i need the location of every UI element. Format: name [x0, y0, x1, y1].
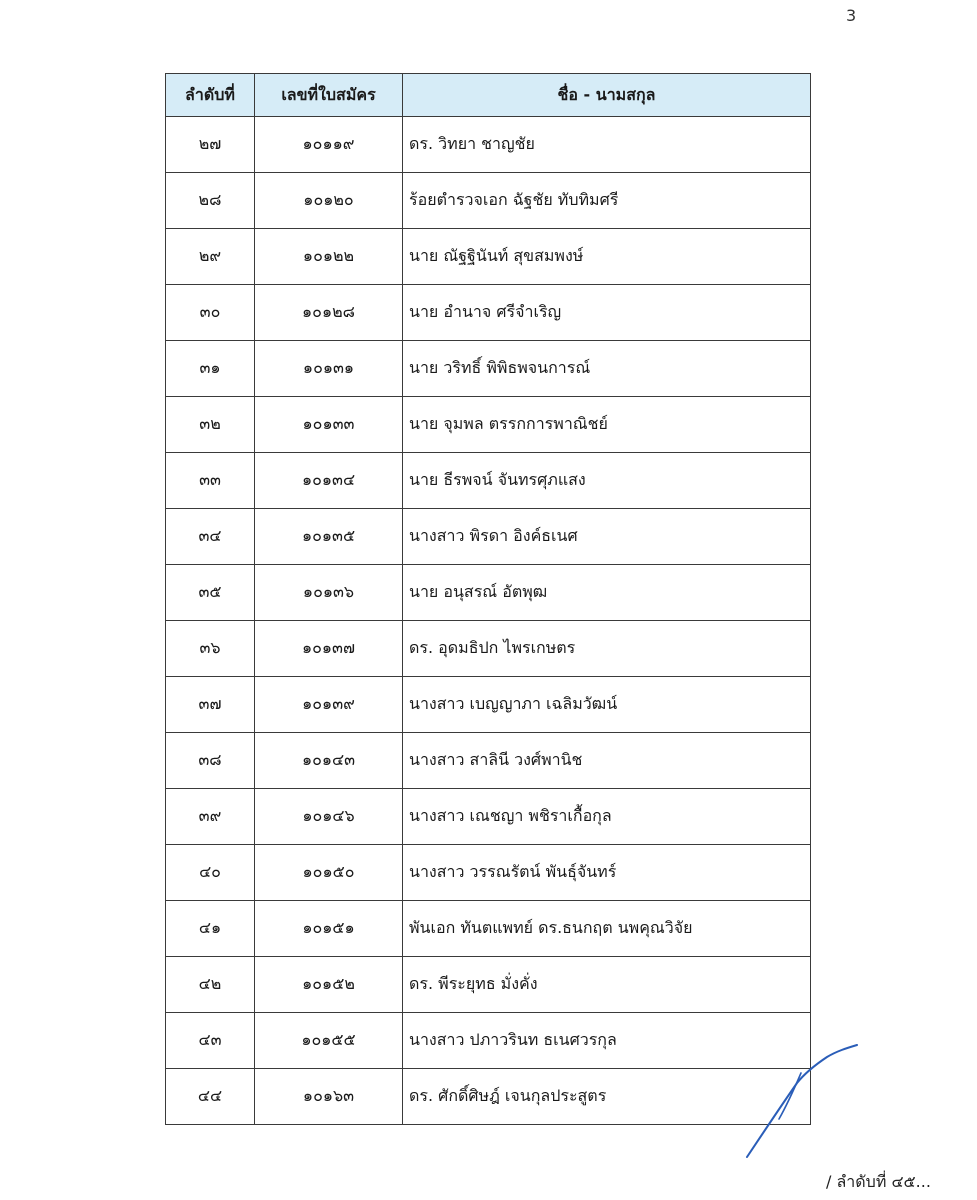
- row-application-no-cell: ๑๐๑๔๓: [255, 733, 403, 789]
- row-name-cell: นางสาว สาลินี วงศ์พานิช: [403, 733, 811, 789]
- row-application-no-cell: ๑๐๑๕๒: [255, 957, 403, 1013]
- table-row: [166, 677, 811, 733]
- row-application-no-cell: ๑๐๑๓๙: [255, 677, 403, 733]
- table-row: [166, 1069, 811, 1125]
- row-order-cell: ๓๘: [166, 733, 255, 789]
- row-order-cell: ๒๗: [166, 117, 255, 173]
- signature-mark: [735, 1035, 865, 1165]
- table-row: [166, 957, 811, 1013]
- applicant-table-container: [165, 73, 810, 1125]
- table-row: [166, 1013, 811, 1069]
- table-row: [166, 229, 811, 285]
- page-number: 3: [846, 6, 857, 25]
- table-row: [166, 733, 811, 789]
- row-application-no-cell: ๑๐๑๓๓: [255, 397, 403, 453]
- row-name-cell: ดร. อุดมธิปก ไพรเกษตร: [403, 621, 811, 677]
- row-name-cell: นางสาว วรรณรัตน์ พันธุ์จันทร์: [403, 845, 811, 901]
- row-name-cell: นาย อำนาจ ศรีจำเริญ: [403, 285, 811, 341]
- header-application-no: เลขที่ใบสมัคร: [255, 74, 403, 117]
- table-row: [166, 845, 811, 901]
- table-row: [166, 341, 811, 397]
- table-row: [166, 621, 811, 677]
- row-application-no-cell: ๑๐๑๔๖: [255, 789, 403, 845]
- table-row: [166, 117, 811, 173]
- table-body: [166, 117, 811, 1125]
- row-order-cell: ๔๔: [166, 1069, 255, 1125]
- table-row: [166, 397, 811, 453]
- table-row: [166, 285, 811, 341]
- table-row: [166, 509, 811, 565]
- row-application-no-cell: ๑๐๑๕๐: [255, 845, 403, 901]
- row-name-cell: ดร. ศักดิ์ศิษฎ์ เจนกุลประสูตร: [403, 1069, 811, 1125]
- table-row: [166, 453, 811, 509]
- row-application-no-cell: ๑๐๑๓๖: [255, 565, 403, 621]
- row-name-cell: ร้อยตำรวจเอก ฉัฐชัย ทับทิมศรี: [403, 173, 811, 229]
- table-row: [166, 173, 811, 229]
- row-application-no-cell: ๑๐๑๒๐: [255, 173, 403, 229]
- table-row: [166, 565, 811, 621]
- row-order-cell: ๓๙: [166, 789, 255, 845]
- row-application-no-cell: ๑๐๑๕๑: [255, 901, 403, 957]
- row-application-no-cell: ๑๐๑๓๑: [255, 341, 403, 397]
- row-name-cell: นางสาว ปภาวรินท ธเนศวรกุล: [403, 1013, 811, 1069]
- header-full-name: ชื่อ - นามสกุล: [403, 74, 811, 117]
- row-name-cell: นาย ณัฐฐินันท์ สุขสมพงษ์: [403, 229, 811, 285]
- row-order-cell: ๓๐: [166, 285, 255, 341]
- row-order-cell: ๓๗: [166, 677, 255, 733]
- row-application-no-cell: ๑๐๑๑๙: [255, 117, 403, 173]
- row-name-cell: พันเอก ทันตแพทย์ ดร.ธนกฤต นพคุณวิจัย: [403, 901, 811, 957]
- applicant-table: [165, 73, 811, 1125]
- row-order-cell: ๓๔: [166, 509, 255, 565]
- row-application-no-cell: ๑๐๑๒๒: [255, 229, 403, 285]
- row-order-cell: ๓๓: [166, 453, 255, 509]
- row-name-cell: นางสาว พิรดา อิงค์ธเนศ: [403, 509, 811, 565]
- table-row: [166, 901, 811, 957]
- row-application-no-cell: ๑๐๑๓๗: [255, 621, 403, 677]
- row-order-cell: ๔๑: [166, 901, 255, 957]
- row-name-cell: นาย ธีรพจน์ จันทรศุภแสง: [403, 453, 811, 509]
- row-name-cell: นางสาว เณชญา พชิราเกื้อกุล: [403, 789, 811, 845]
- row-application-no-cell: ๑๐๑๖๓: [255, 1069, 403, 1125]
- row-order-cell: ๔๓: [166, 1013, 255, 1069]
- table-row: [166, 789, 811, 845]
- row-order-cell: ๓๕: [166, 565, 255, 621]
- row-application-no-cell: ๑๐๑๓๕: [255, 509, 403, 565]
- row-order-cell: ๒๘: [166, 173, 255, 229]
- row-name-cell: นาย วริทธิ์ พิพิธพจนการณ์: [403, 341, 811, 397]
- row-name-cell: นางสาว เบญญาภา เฉลิมวัฒน์: [403, 677, 811, 733]
- row-order-cell: ๓๒: [166, 397, 255, 453]
- footer-continuation-note: / ลำดับที่ ๔๕...: [826, 1172, 931, 1191]
- row-order-cell: ๔๐: [166, 845, 255, 901]
- row-name-cell: นาย จุมพล ตรรกการพาณิชย์: [403, 397, 811, 453]
- header-order: ลำดับที่: [166, 74, 255, 117]
- row-order-cell: ๓๖: [166, 621, 255, 677]
- row-order-cell: ๔๒: [166, 957, 255, 1013]
- row-order-cell: ๒๙: [166, 229, 255, 285]
- row-application-no-cell: ๑๐๑๒๘: [255, 285, 403, 341]
- row-application-no-cell: ๑๐๑๓๔: [255, 453, 403, 509]
- row-name-cell: นาย อนุสรณ์ อัตพุฒ: [403, 565, 811, 621]
- row-name-cell: ดร. พีระยุทธ มั่งคั่ง: [403, 957, 811, 1013]
- row-order-cell: ๓๑: [166, 341, 255, 397]
- table-header-row: [166, 74, 811, 117]
- row-application-no-cell: ๑๐๑๕๕: [255, 1013, 403, 1069]
- row-name-cell: ดร. วิทยา ชาญชัย: [403, 117, 811, 173]
